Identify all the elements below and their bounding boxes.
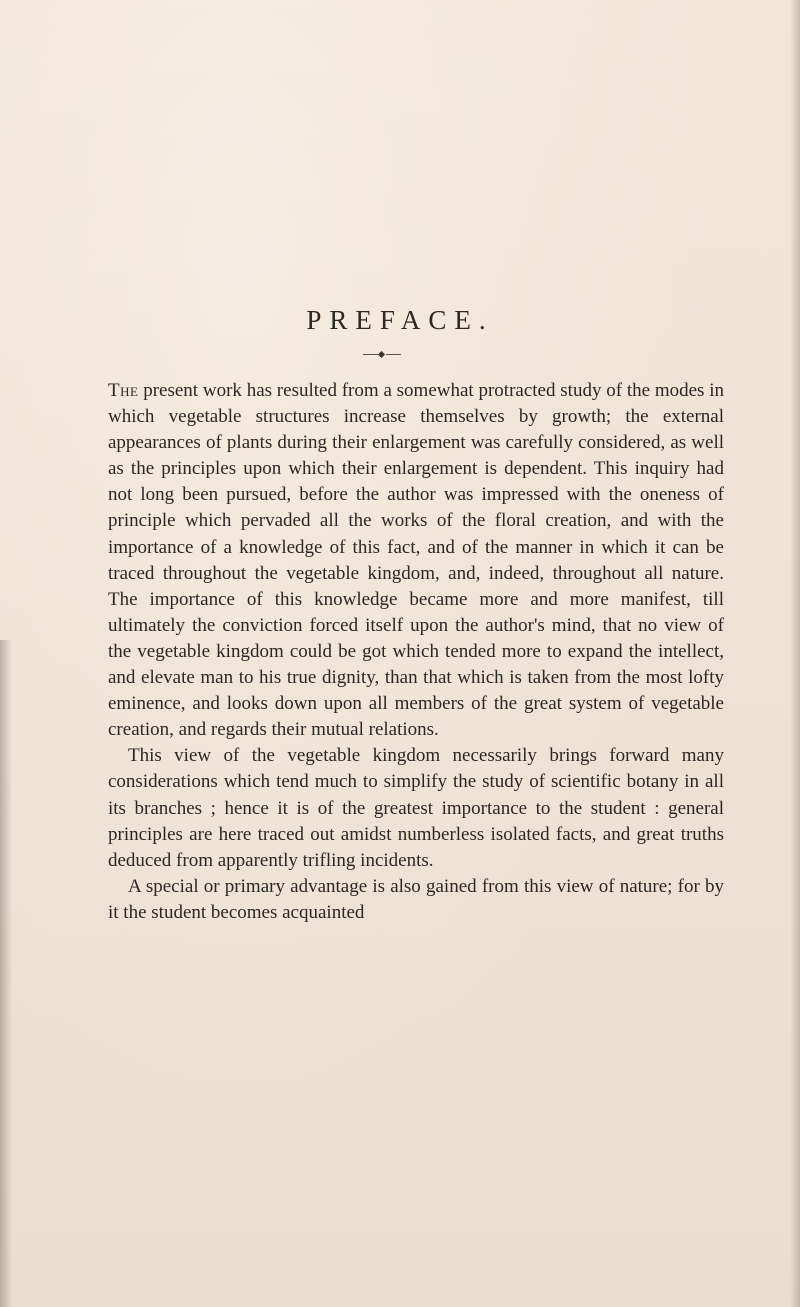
divider-ornament-icon xyxy=(363,352,401,358)
paragraph-text: A special or primary advantage is also gained from this view of nature; for by it the student becomes acquainted xyxy=(108,875,724,923)
page-heading: PREFACE. xyxy=(306,305,494,335)
paragraph-text: present work has resulted from a somewhat protracted study of the modes in which vegetable structures increase themselves by growth; the external appearances of plants during their enlargement was carefully considered, as well as the principles upon which their enlargement is dependent. This inquiry had not long been pursued, before the author was impressed with the oneness of principle which pervaded all the works of the floral creation, and with the importance of a knowledge of this fact, and of the manner in which it can be traced throughout the vegetable kingdom, and, indeed, throughout all nature. The importance of this knowledge became more and more manifest, till ultimately the conviction forced itself upon the author's mind, that no view of the vegetable kingdom could be got which tended more to expand the intellect, and elevate man to his true dignity, than that which is taken from the most lofty eminence, and looks down upon all members of the great system of vegetable creation, and regards their mutual relations. xyxy=(108,380,724,741)
paragraph-2 xyxy=(108,743,724,873)
paragraph-3 xyxy=(108,874,724,926)
paragraph-1 xyxy=(108,378,724,743)
page-edge-shadow xyxy=(790,0,800,1307)
page-binding-shadow xyxy=(0,640,12,1307)
paragraph-text: This view of the vegetable kingdom necessarily brings forward many considerations which tend much to simplify the study of scientific botany in all its branches ; hence it is of the greatest importance to the student : general principles are here traced out amidst numberless isolated facts, and great truths deduced from apparently trifling incidents. xyxy=(108,745,724,871)
paragraph-lead: The xyxy=(108,380,139,401)
preface-body xyxy=(108,378,724,926)
